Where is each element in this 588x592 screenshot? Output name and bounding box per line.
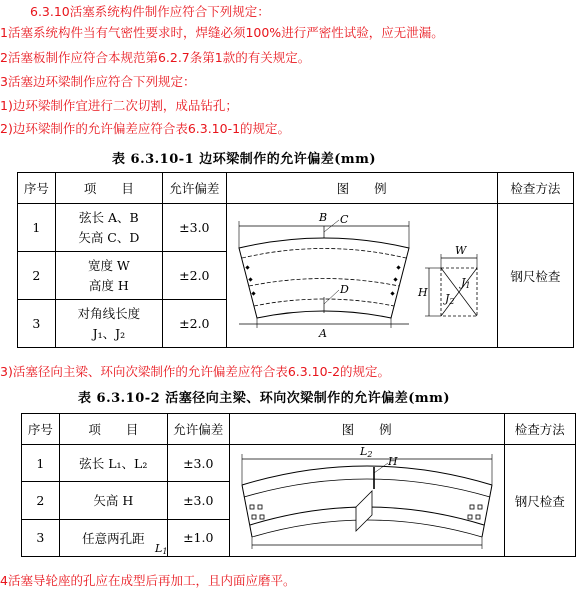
row-item-line: 宽度 W <box>87 257 130 273</box>
label-D: D <box>339 283 349 296</box>
table-row <box>22 445 576 482</box>
table1-header-item: 项 目 <box>55 173 162 204</box>
label-C: C <box>339 213 349 226</box>
row-no: 3 <box>22 519 60 556</box>
row-item <box>55 300 162 348</box>
label-B: B <box>318 211 327 224</box>
table1-header-tol: 允许偏差 <box>163 173 227 204</box>
row-no: 3 <box>18 300 56 348</box>
table1-header-no: 序号 <box>18 173 56 204</box>
label-H: H <box>387 455 398 468</box>
row-no: 2 <box>22 482 60 519</box>
row-item-line: 矢高 C、D <box>78 229 140 245</box>
row-item: 弦长 L₁、L₂ <box>59 445 167 482</box>
row-tolerance: ±3.0 <box>163 204 227 252</box>
row-no: 1 <box>22 445 60 482</box>
label-H: H <box>417 286 428 299</box>
table2-method: 钢尺检查 <box>504 445 575 557</box>
table2-figure-cell <box>229 445 504 557</box>
label-A: A <box>318 327 327 340</box>
row-item-line: 高度 H <box>88 277 129 293</box>
clause-item-3-2: 2)边环梁制作的允许偏差应符合表6.3.10-1的规定。 <box>0 121 291 136</box>
table2-caption: 表 6.3.10-2 活塞径向主梁、环向次梁制作的允许偏差(mm) <box>78 391 451 406</box>
row-item: 矢高 H <box>59 482 167 519</box>
table2-header-fig: 图 例 <box>229 414 504 445</box>
row-tolerance: ±3.0 <box>167 482 229 519</box>
clause-item-2: 2活塞板制作应符合本规范第6.2.7条第1款的有关规定。 <box>0 50 311 65</box>
row-item-line: 弦长 A、B <box>79 209 139 225</box>
clause-item-4: 4活塞导轮座的孔应在成型后再加工，且内面应磨平。 <box>0 573 296 588</box>
table1 <box>17 172 574 348</box>
label-J1: J1 <box>460 276 471 290</box>
label-J2: J2 <box>444 292 455 306</box>
table1-header-fig: 图 例 <box>226 173 497 204</box>
table2-header-item: 项 目 <box>59 414 167 445</box>
row-item-line: 对角线长度 <box>77 305 141 321</box>
table2-header-method: 检查方法 <box>504 414 575 445</box>
radial-beam-diagram <box>230 445 504 553</box>
clause-item-3-3: 3)活塞径向主梁、环向次梁制作的允许偏差应符合表6.3.10-2的规定。 <box>0 364 391 379</box>
table2 <box>21 413 576 557</box>
label-L2: L2 <box>359 445 372 459</box>
clause-item-3: 3活塞边环梁制作应符合下列规定： <box>0 74 196 89</box>
label-W: W <box>454 244 466 257</box>
clause-item-1: 1活塞系统构件当有气密性要求时，焊缝必须100%进行严密性试验，应无泄漏。 <box>0 25 444 40</box>
row-item <box>55 252 162 300</box>
clause-item-3-1: 1)边环梁制作宜进行二次切割，成品钻孔； <box>0 98 238 113</box>
row-tolerance: ±2.0 <box>163 300 227 348</box>
row-item: 任意两孔距 <box>59 519 167 556</box>
label-L1: L1 <box>155 542 168 556</box>
table2-header-no: 序号 <box>22 414 60 445</box>
table-row <box>18 204 574 252</box>
row-tolerance: ±2.0 <box>163 252 227 300</box>
table1-caption: 表 6.3.10-1 边环梁制作的允许偏差(mm) <box>112 152 377 167</box>
table1-figure-cell <box>226 204 497 348</box>
row-item-line: J₁、J₂ <box>92 325 126 341</box>
table1-method: 钢尺检查 <box>497 204 573 348</box>
row-tolerance: ±1.0 <box>167 519 229 556</box>
edge-ring-beam-diagram <box>227 206 497 342</box>
table1-header-method: 检查方法 <box>497 173 573 204</box>
table2-header-tol: 允许偏差 <box>167 414 229 445</box>
row-tolerance: ±3.0 <box>167 445 229 482</box>
row-no: 1 <box>18 204 56 252</box>
row-no: 2 <box>18 252 56 300</box>
clause-6-3-10: 6.3.10活塞系统构件制作应符合下列规定： <box>30 4 270 19</box>
row-item <box>55 204 162 252</box>
